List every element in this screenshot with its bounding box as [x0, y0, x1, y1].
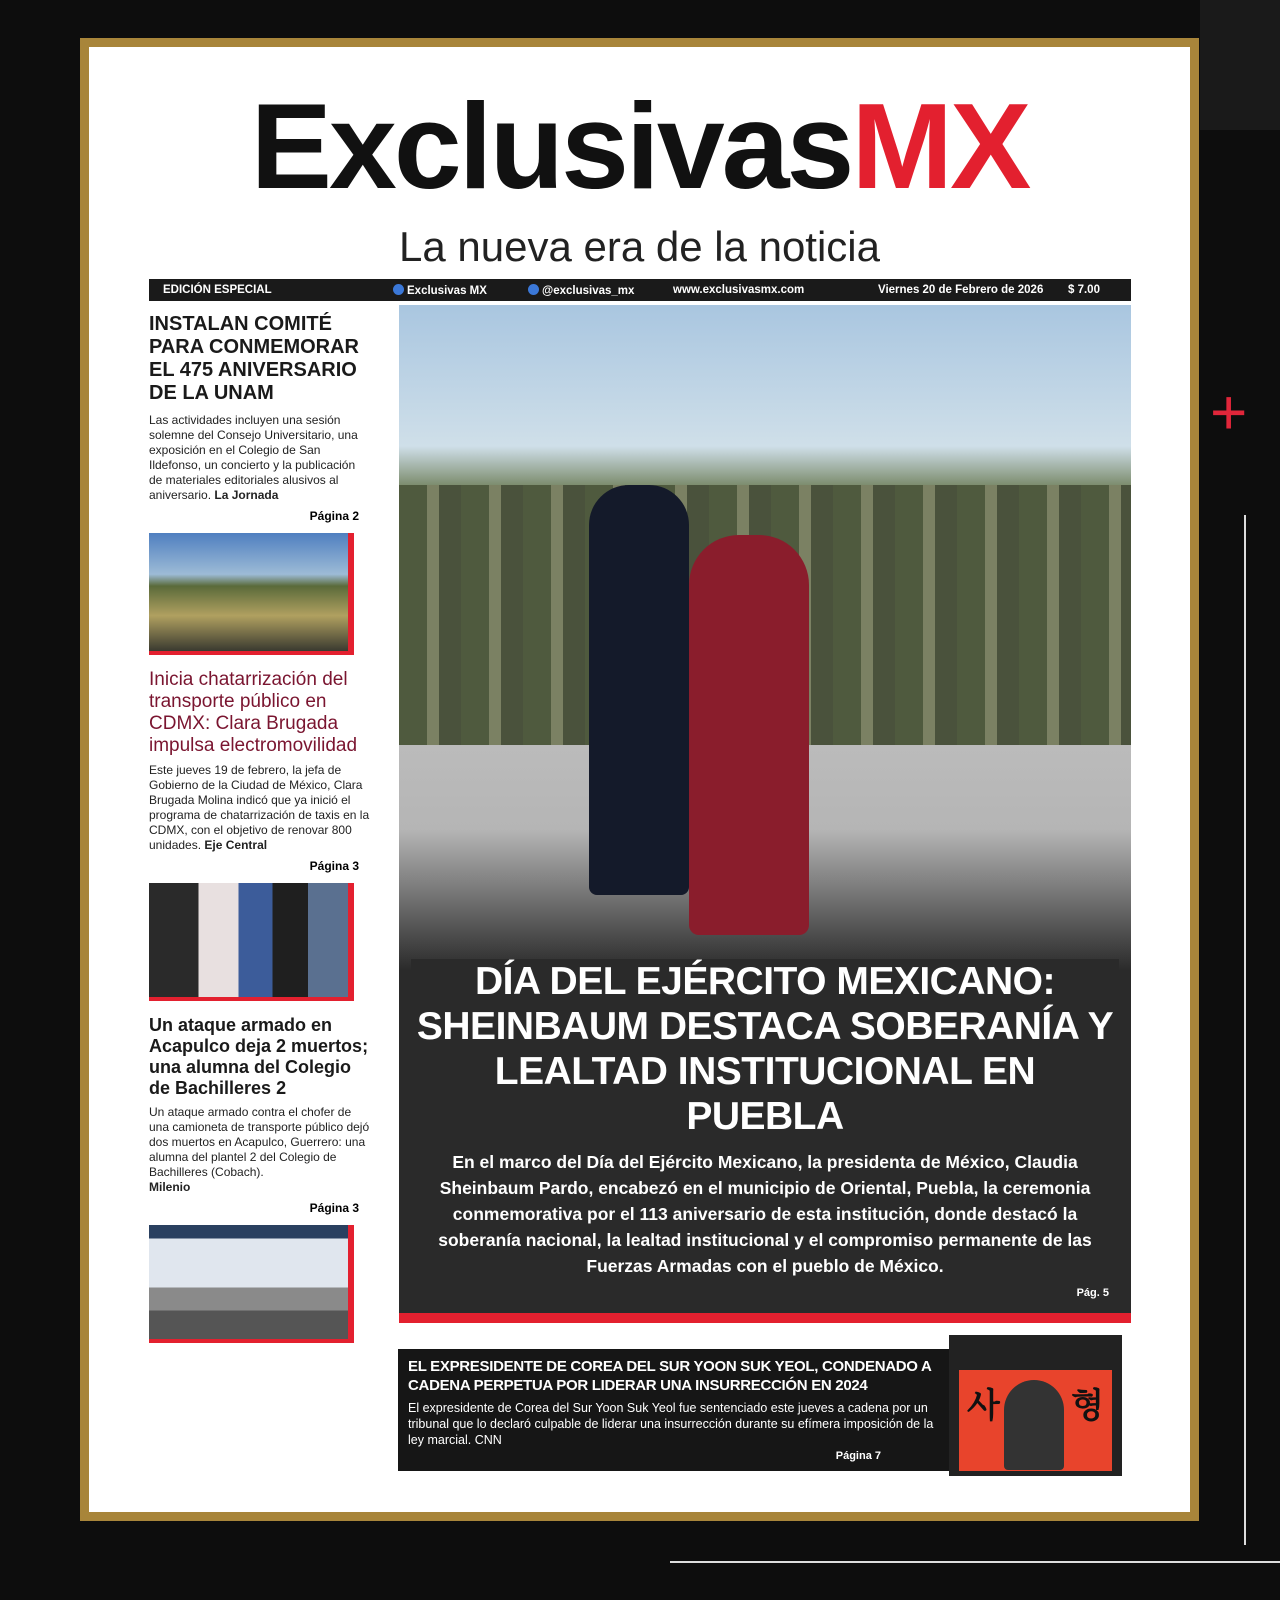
tagline: La nueva era de la noticia: [398, 223, 880, 270]
lead-text-block: [411, 959, 1119, 1299]
plus-decoration-icon: +: [1210, 376, 1248, 448]
accent-bar: [399, 1313, 1131, 1323]
facebook-link[interactable]: [393, 284, 528, 297]
page-ref: Página 3: [309, 859, 359, 873]
background-decoration: [1200, 0, 1280, 130]
twitter-handle: @exclusivas_mx: [542, 284, 635, 297]
story-source: Milenio: [149, 1180, 191, 1194]
lead-body: En el marco del Día del Ejército Mexicano, la presidenta de México, Claudia Sheinbaum Pardo, encabezó en el municipio de Oriental, Puebla, la ceremonia conmemorativa por el 113 aniversario de esta institución, donde destacó la soberanía nacional, la lealtad institucional y el compromiso permanente de las Fuerzas Armadas con el pueblo de México.: [438, 1152, 1092, 1276]
facebook-icon: [393, 284, 404, 295]
edition-label: EDICIÓN ESPECIAL: [163, 284, 272, 296]
korea-photo: [949, 1335, 1122, 1476]
twitter-icon: [528, 284, 539, 295]
story-source: Eje Central: [204, 838, 268, 852]
brugada-photo: [149, 883, 354, 1001]
lead-headline[interactable]: DÍA DEL EJÉRCITO MEXICANO: SHEINBAUM DESTACA SOBERANÍA Y LEALTAD INSTITUCIONAL EN PUEBLA: [416, 960, 1114, 1138]
story-source: CNN: [474, 1433, 502, 1447]
story-chatarrizacion[interactable]: [149, 669, 371, 873]
price: $ 7.00: [1068, 284, 1100, 296]
acapulco-photo: [149, 1225, 354, 1343]
story-headline[interactable]: Un ataque armado en Acapulco deja 2 muertos; una alumna del Colegio de Bachilleres 2: [149, 1015, 369, 1098]
portrait: [1004, 1380, 1064, 1470]
story-body: [408, 1400, 943, 1448]
website-link[interactable]: www.exclusivasmx.com: [673, 284, 805, 296]
page-ref: Página 7: [835, 1450, 881, 1462]
newspaper-page: [80, 38, 1199, 1521]
story-body: [149, 1105, 371, 1195]
left-column: [149, 313, 371, 1343]
story-headline[interactable]: Inicia chatarrización del transporte público en CDMX: Clara Brugada impulsa electromovilidad: [149, 669, 358, 756]
story-source: La Jornada: [214, 488, 279, 502]
story-unam[interactable]: [149, 313, 371, 523]
story-body: [149, 413, 371, 503]
sign-text: 형: [1071, 1387, 1104, 1425]
story-acapulco[interactable]: [149, 1015, 371, 1215]
info-bar: [149, 279, 1131, 301]
lead-photo-president: [689, 535, 809, 935]
story-text: Las actividades incluyen una sesión solemne del Consejo Universitario, una exposición en el Colegio de San Ildefonso, un concierto y la publicación de materiales editoriales alusivos al aniversario.: [149, 413, 358, 502]
issue-date: Viernes 20 de Febrero de 2026: [878, 284, 1044, 296]
page-ref: Página 3: [309, 1201, 359, 1215]
story-body: [149, 763, 371, 853]
page-ref: Pág. 5: [1076, 1287, 1109, 1299]
page-ref: Página 2: [309, 509, 359, 523]
twitter-link[interactable]: [528, 284, 673, 297]
unam-photo: [149, 533, 354, 655]
story-headline[interactable]: INSTALAN COMITÉ PARA CONMEMORAR EL 475 ANIVERSARIO DE LA UNAM: [149, 313, 359, 404]
story-text: Un ataque armado contra el chofer de una camioneta de transporte público dejó dos muertos en Acapulco, Guerrero: una alumna del plantel 2 del Colegio de Bachilleres (Cobach).: [149, 1105, 370, 1179]
logo-text: Exclusivas: [250, 78, 852, 214]
lead-story[interactable]: [399, 305, 1131, 1313]
story-headline[interactable]: EL EXPRESIDENTE DE COREA DEL SUR YOON SUK YEOL, CONDENADO A CADENA PERPETUA POR LIDERAR UNA INSURRECCIÓN EN 2024: [408, 1358, 931, 1394]
logo-accent: MX: [851, 78, 1029, 214]
sign-text: 사: [967, 1387, 1000, 1425]
lead-photo-officer: [589, 485, 689, 895]
story-text: El expresidente de Corea del Sur Yoon Suk Yeol fue sentenciado este jueves a cadena por un tribunal que lo declaró culpable de liderar una insurrección durante su efímera imposición de la ley marcial.: [408, 1401, 934, 1447]
facebook-handle: Exclusivas MX: [407, 284, 487, 297]
story-korea[interactable]: [398, 1349, 953, 1471]
masthead-logo: [89, 78, 1190, 214]
decoration-line: [1244, 515, 1246, 1545]
story-text: Este jueves 19 de febrero, la jefa de Gobierno de la Ciudad de México, Clara Brugada Molina indicó que ya inició el programa de chatarrización de taxis en la CDMX, con el objetivo de renovar 800 unidades.: [149, 763, 370, 852]
decoration-line: [670, 1561, 1280, 1563]
